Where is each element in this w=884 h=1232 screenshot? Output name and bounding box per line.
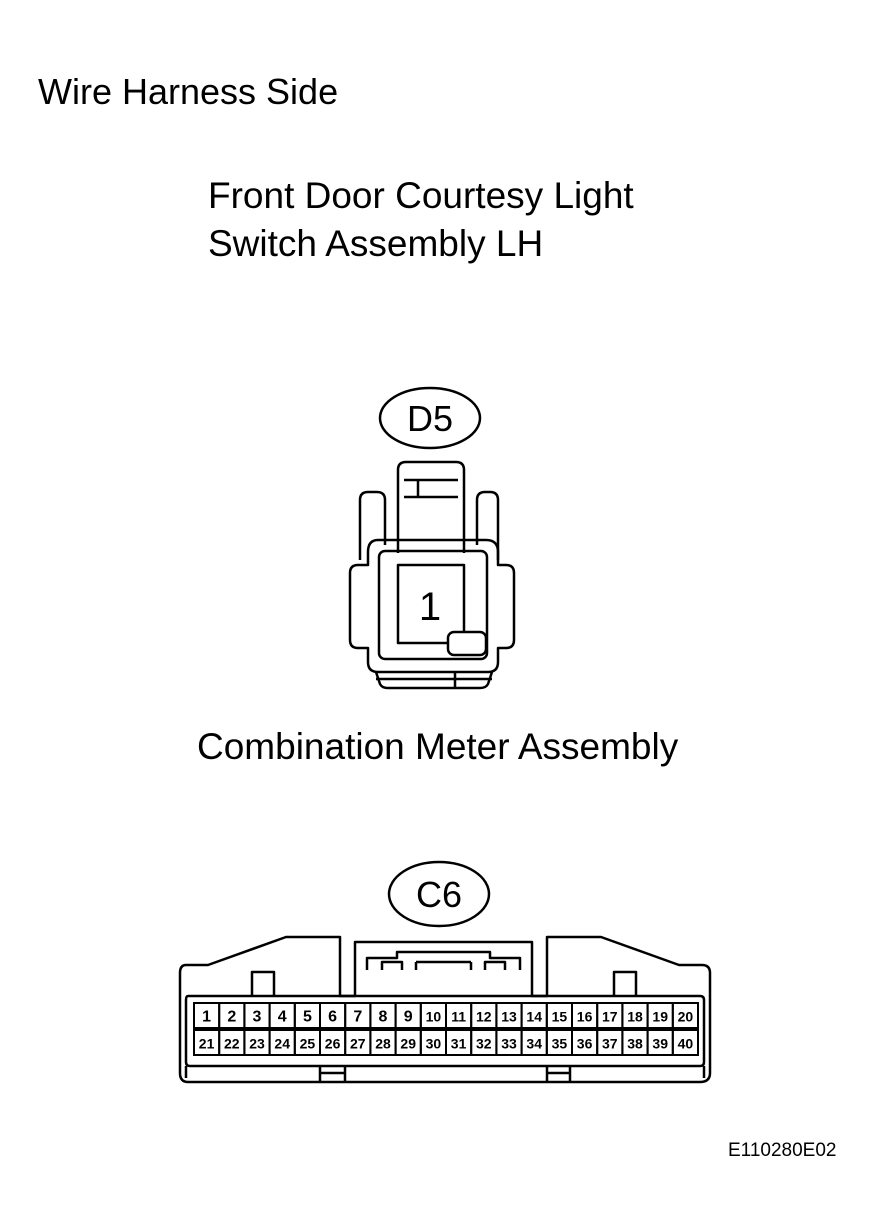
c6-pin-13: 13	[501, 1008, 517, 1025]
c6-pin-10: 10	[425, 1008, 442, 1025]
c6-pin-grid	[194, 1003, 698, 1055]
wire-harness-side-heading: Wire Harness Side	[38, 71, 339, 112]
c6-pin-38: 38	[627, 1035, 643, 1052]
c6-pin-1: 1	[202, 1008, 212, 1026]
c6-pin-33: 33	[501, 1035, 517, 1052]
c6-pin-4: 4	[277, 1008, 287, 1026]
c6-pin-36: 36	[576, 1035, 593, 1052]
c6-pin-15: 15	[551, 1008, 568, 1025]
c6-pin-32: 32	[476, 1035, 492, 1052]
c6-pin-29: 29	[400, 1035, 416, 1052]
c6-pin-19: 19	[652, 1008, 668, 1025]
c6-pin-25: 25	[299, 1035, 316, 1052]
c6-pin-12: 12	[476, 1008, 492, 1025]
c6-pin-22: 22	[224, 1035, 240, 1052]
c6-pin-31: 31	[450, 1035, 467, 1052]
c6-pin-7: 7	[353, 1008, 363, 1026]
c6-pin-34: 34	[526, 1035, 542, 1052]
c6-pin-30: 30	[425, 1035, 442, 1052]
c6-pin-23: 23	[249, 1035, 265, 1052]
c6-pin-16: 16	[576, 1008, 593, 1025]
c6-pin-28: 28	[375, 1035, 391, 1052]
d5-pin-1: 1	[418, 585, 442, 629]
c6-pin-35: 35	[551, 1035, 568, 1052]
c6-component-name: Combination Meter Assembly	[197, 726, 679, 767]
d5-code-label: D5	[406, 398, 454, 439]
d5-component-name-line2: Switch Assembly LH	[208, 223, 544, 264]
c6-pin-39: 39	[652, 1035, 668, 1052]
d5-component-name-line1: Front Door Courtesy Light	[208, 175, 634, 216]
c6-pin-17: 17	[602, 1008, 618, 1025]
c6-pin-37: 37	[602, 1035, 618, 1052]
c6-pin-21: 21	[198, 1035, 215, 1052]
c6-pin-9: 9	[403, 1008, 413, 1026]
c6-pin-18: 18	[627, 1008, 643, 1025]
c6-pin-24: 24	[274, 1035, 290, 1052]
c6-pin-27: 27	[350, 1035, 366, 1052]
c6-pin-3: 3	[252, 1008, 262, 1026]
c6-pin-6: 6	[328, 1008, 338, 1026]
c6-pin-40: 40	[677, 1035, 694, 1052]
figure-id: E110280E02	[728, 1140, 837, 1161]
c6-code-label: C6	[415, 874, 463, 915]
d5-left-prong	[360, 492, 385, 560]
c6-pin-2: 2	[227, 1008, 237, 1026]
c6-pin-20: 20	[677, 1008, 694, 1025]
c6-pin-14: 14	[526, 1008, 542, 1025]
c6-pin-8: 8	[378, 1008, 388, 1026]
c6-pin-5: 5	[302, 1008, 312, 1026]
c6-pin-26: 26	[324, 1035, 341, 1052]
c6-pin-11: 11	[451, 1008, 467, 1025]
